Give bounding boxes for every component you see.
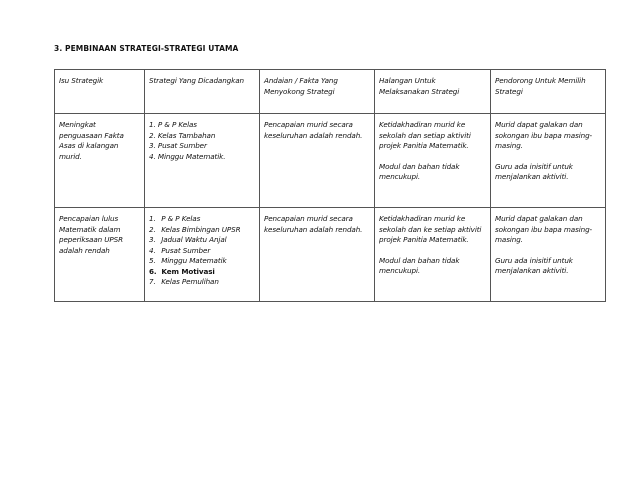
strategy-cell bbox=[145, 208, 260, 302]
assumption-cell: Pencapaian murid secara keseluruhan adalah rendah. bbox=[260, 114, 375, 208]
strategy-item: 3. Jadual Waktu Anjal bbox=[149, 235, 227, 244]
strategy-item: 4. Minggu Matematik. bbox=[149, 151, 226, 161]
strategy-item: 1. P & P Kelas bbox=[149, 214, 201, 223]
obstacle-text: Ketidakhadiran murid ke sekolah dan ke setiap aktiviti projek Panitia Matematik. bbox=[379, 214, 482, 244]
issue-cell: Pencapaian lulus Matematik dalam peperiksaan UPSR adalah rendah bbox=[55, 208, 145, 302]
strategy-item: 3. Pusat Sumber bbox=[149, 141, 207, 150]
obstacle-text: Modul dan bahan tidak mencukupi. bbox=[379, 161, 460, 181]
strategy-item: 2. Kelas Bimbingan UPSR bbox=[149, 224, 241, 234]
strategy-item: 1. P & P Kelas bbox=[149, 120, 197, 129]
driver-cell bbox=[491, 114, 606, 208]
driver-cell bbox=[491, 208, 606, 302]
obstacle-cell bbox=[375, 208, 491, 302]
section-title: 3. PEMBINAAN STRATEGI-STRATEGI UTAMA bbox=[54, 44, 239, 53]
driver-text: Murid dapat galakan dan sokongan ibu bapa masing-masing. bbox=[495, 214, 593, 244]
obstacle-text: Ketidakhadiran murid ke sekolah dan setiap aktiviti projek Panitia Matematik. bbox=[379, 120, 471, 150]
strategy-item: 5. Minggu Matematik bbox=[149, 256, 227, 265]
table-header-row bbox=[55, 70, 606, 114]
header-halangan: Halangan Untuk Melaksanakan Strategi bbox=[375, 70, 491, 114]
table-row bbox=[55, 114, 606, 208]
strategy-cell bbox=[145, 114, 260, 208]
header-strategi-dicadangkan: Strategi Yang Dicadangkan bbox=[145, 70, 260, 114]
obstacle-cell bbox=[375, 114, 491, 208]
driver-text: Guru ada inisitif untuk menjalankan aktiviti. bbox=[495, 161, 573, 181]
obstacle-text: Modul dan bahan tidak mencukupi. bbox=[379, 255, 460, 275]
strategy-item: 2. Kelas Tambahan bbox=[149, 130, 216, 140]
strategy-item-bold: 6. Kem Motivasi bbox=[149, 266, 215, 276]
header-isu-strategik: Isu Strategik bbox=[55, 70, 145, 114]
driver-text: Guru ada inisitif untuk menjalankan aktiviti. bbox=[495, 255, 573, 275]
table-row bbox=[55, 208, 606, 302]
strategy-item: 4. Pusat Sumber bbox=[149, 245, 211, 255]
driver-text: Murid dapat galakan dan sokongan ibu bapa masing-masing. bbox=[495, 120, 593, 150]
strategy-list bbox=[149, 214, 255, 288]
strategy-list bbox=[149, 120, 255, 162]
header-andaian-fakta: Andaian / Fakta Yang Menyokong Strategi bbox=[260, 70, 375, 114]
assumption-cell: Pencapaian murid secara keseluruhan adalah rendah. bbox=[260, 208, 375, 302]
header-pendorong: Pendorong Untuk Memilih Strategi bbox=[491, 70, 606, 114]
strategy-table bbox=[54, 69, 606, 302]
issue-cell: Meningkat penguasaan Fakta Asas di kalangan murid. bbox=[55, 114, 145, 208]
strategy-item: 7. Kelas Pemulihan bbox=[149, 277, 219, 286]
